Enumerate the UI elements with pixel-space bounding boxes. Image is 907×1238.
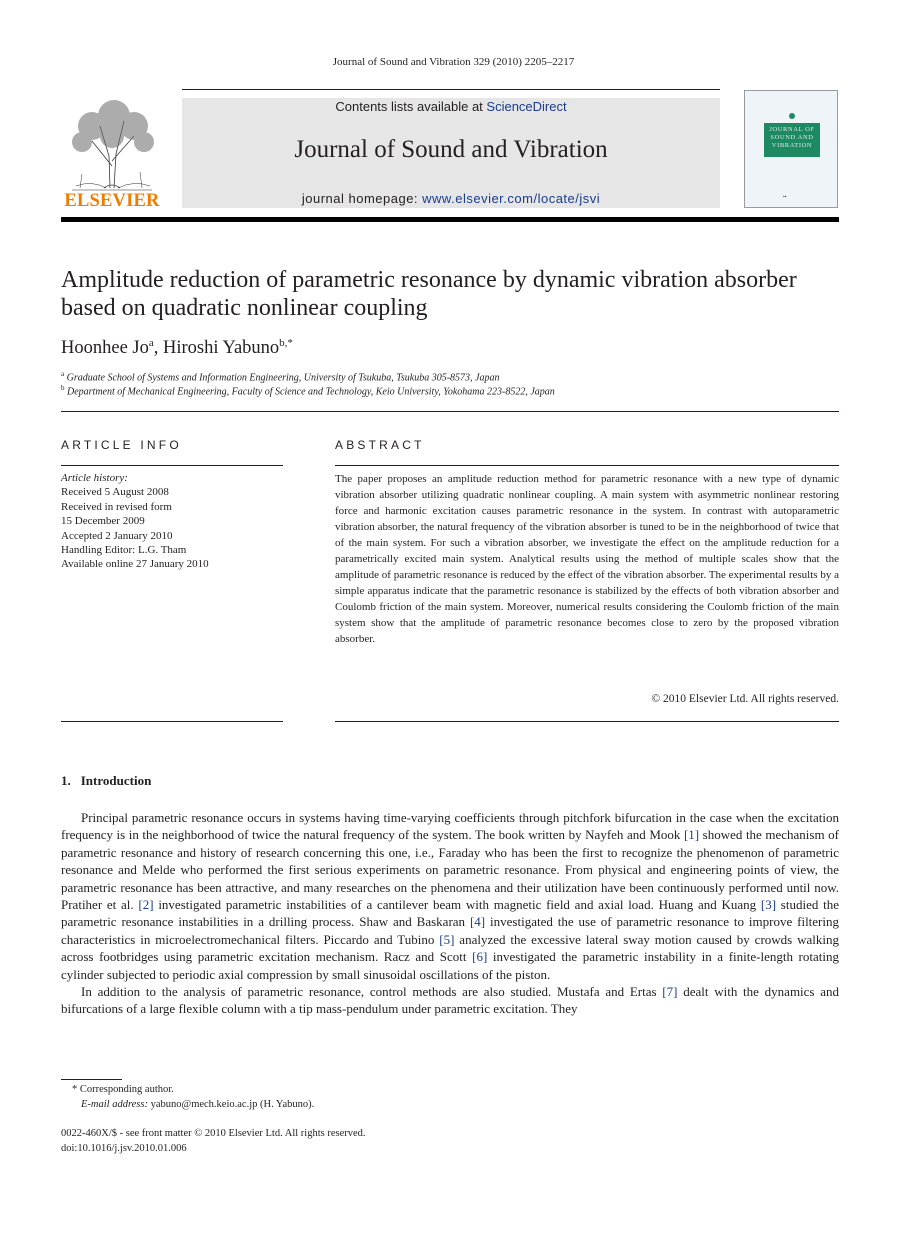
contents-available-line: Contents lists available at ScienceDirect	[335, 99, 567, 114]
doi-line: doi:10.1016/j.jsv.2010.01.006	[61, 1143, 187, 1154]
history-line: Accepted 2 January 2010	[61, 529, 173, 542]
journal-name: Journal of Sound and Vibration	[294, 136, 608, 163]
abstract-rule	[335, 465, 839, 466]
history-line: 15 December 2009	[61, 515, 145, 528]
intro-body	[61, 809, 839, 1018]
article-info-rule	[61, 465, 283, 466]
journal-homepage-line: journal homepage: www.elsevier.com/locate/jsvi	[301, 191, 601, 206]
history-line: Received 5 August 2008	[61, 486, 169, 499]
history-label: Article history:	[61, 472, 128, 484]
email-note: E-mail address: yabuno@mech.keio.ac.jp (H. Yabuno).	[81, 1099, 315, 1110]
citation-link[interactable]: [6]	[472, 949, 488, 965]
section-heading-introduction: 1. Introduction	[61, 773, 152, 788]
article-info-bottom-rule	[61, 721, 283, 722]
author-list: Hoonhee Jo$^a$, Hiroshi Yabuno$^{b,*}$	[61, 337, 293, 359]
article-history	[61, 471, 209, 572]
history-line: Handling Editor: L.G. Tham	[61, 544, 187, 557]
elsevier-wordmark: ELSEVIER	[64, 191, 160, 211]
cover-title-box: JOURNAL OF SOUND AND VIBRATION	[764, 123, 820, 157]
sciencedirect-link[interactable]: ScienceDirect	[486, 99, 567, 114]
abstract-text: The paper proposes an amplitude reduction method for parametric resonance with a new type of dynamic vibration absorber utilizing quadratic nonlinear coupling. A main system with asymmetric nonlinear restoring force and harmonic excitation causes parametric resonance in the system. In contrast with autoparametric vibration absorber, the natural frequency of the vibration absorber is tuned to be in the neighborhood of twice that of the main system. For such a vibration absorber, we investigate the effect on the amplitude reduction for a parametrically excited main system. Analytical results using the method of multiple scales show that the amplitude of parametric resonance is reduced by the effect of the vibration absorber. The experimental results by a simple apparatus indicate that the parametric resonance is stabilized by the effects of both vibration absorber and Coulomb friction of the main system. Moreover, numerical results considering the Coulomb friction of the main system show that the amplitude of parametric resonance becomes close to zero by the proposed vibration absorber.	[335, 473, 839, 645]
affiliation-b: $^b$ Department of Mechanical Engineering, Faculty of Science and Technology, Keio University, Yokohama 223-8522, Japan	[61, 384, 555, 398]
article-info-heading: ARTICLE INFO	[61, 438, 182, 452]
running-head: Journal of Sound and Vibration 329 (2010) 2205–2217	[332, 56, 575, 68]
author-name: Hoonhee Jo	[61, 338, 149, 359]
title-divider	[61, 411, 839, 412]
history-line: Received in revised form	[61, 500, 172, 513]
banner-top-rule	[182, 89, 720, 90]
journal-cover-thumbnail	[744, 90, 838, 208]
paragraph: In addition to the analysis of parametric resonance, control methods are also studied. Mustafa and Ertas [7] dealt with the dynamics and bifurcations of a large flexible column with a tip mass-pendulum under parametric excitation. They	[61, 984, 840, 1017]
footnote-rule	[61, 1079, 122, 1080]
front-matter-line: 0022-460X/$ - see front matter © 2010 Elsevier Ltd. All rights reserved.	[61, 1128, 366, 1139]
citation-link[interactable]: [5]	[439, 931, 455, 947]
citation-link[interactable]: [1]	[683, 827, 700, 843]
paragraph: Principal parametric resonance occurs in systems having time-varying coefficients through pitchfork bifurcation in the case when the excitation frequency is in the neighborhood of twice the natural frequency of the system. The book written by Nayfeh and Mook [1] showed the mechanism of parametric resonance and history of research concerning this one, i.e., Faraday who has been the first to recognize the phenomenon of parametric resonance and Melde who performed the first serious experiments on parametric resonance. From physical and engineering points of view, the parametric resonance has been attractive, and many researches on the phenomena and their utilization have been continuously performed until now. Pratiher et al. [2] investigated parametric instabilities of a cantilever beam with magnetic field and axial load. Huang and Kuang [3] studied the parametric resonance instabilities in a drilling process. Shaw and Baskaran [4] investigated the use of parametric resonance to improve filtering characteristics in microelectromechanical filters. Piccardo and Tubino [5] analyzed the excessive lateral sway motion caused by crowds walking across footbridges using parametric excitation mechanism. Racz and Scott [6] investigated the parametric instability in a finite-length rotating cylinder subjected to periodic axial compression by small sinusoidal oscillations of the piston.	[61, 810, 839, 982]
affiliation-marker: a	[148, 337, 154, 349]
corresponding-author-note: * Corresponding author.	[72, 1084, 174, 1095]
article-title: Amplitude reduction of parametric resonance by dynamic vibration absorber based on quadratic nonlinear coupling	[61, 267, 797, 321]
cover-publisher-mark: ▪▪	[783, 194, 787, 200]
history-line: Available online 27 January 2010	[61, 558, 209, 571]
abstract-heading: ABSTRACT	[335, 438, 425, 452]
citation-link[interactable]: [3]	[760, 897, 777, 913]
journal-homepage-link[interactable]: www.elsevier.com/locate/jsvi	[422, 191, 601, 206]
affiliation-a: $^a$ Graduate School of Systems and Information Engineering, University of Tsukuba, Tsukuba 305-8573, Japan	[61, 370, 500, 384]
abstract-bottom-rule	[335, 721, 839, 722]
citation-link[interactable]: [4]	[469, 914, 486, 930]
abstract-copyright: © 2010 Elsevier Ltd. All rights reserved.	[651, 693, 839, 705]
header-thick-rule	[61, 217, 839, 222]
citation-link[interactable]: [7]	[662, 984, 678, 1000]
cover-emblem	[789, 113, 795, 119]
author-name: Hiroshi Yabuno	[163, 338, 280, 359]
citation-link[interactable]: [2]	[138, 897, 154, 913]
affiliation-marker: b,*	[279, 337, 293, 349]
